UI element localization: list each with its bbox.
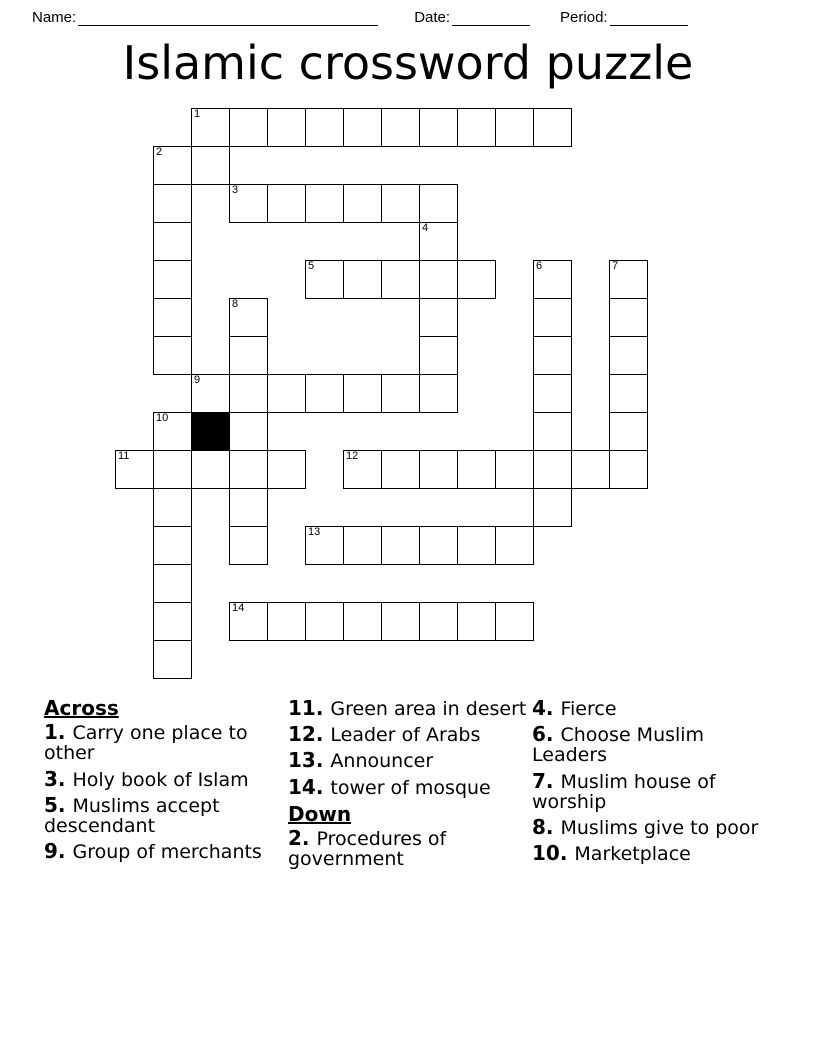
grid-cell-number: 8 xyxy=(232,298,239,310)
grid-cell[interactable] xyxy=(457,602,496,641)
clue-item xyxy=(288,750,528,771)
clue-text: Leader of Arabs xyxy=(330,724,481,747)
grid-cell[interactable] xyxy=(115,450,154,489)
clue-item xyxy=(532,698,782,719)
grid-cell[interactable] xyxy=(419,184,458,223)
clue-text: Announcer xyxy=(330,750,434,773)
grid-cell-number: 5 xyxy=(308,260,315,272)
page-title: Islamic crossword puzzle xyxy=(122,36,694,90)
grid-cell[interactable] xyxy=(267,374,306,413)
grid-cell[interactable] xyxy=(381,260,420,299)
name-label: Name: xyxy=(32,9,77,26)
grid-cell[interactable] xyxy=(305,184,344,223)
grid-cell[interactable] xyxy=(457,260,496,299)
clue-text: Carry one place to other xyxy=(44,722,248,765)
grid-cell[interactable] xyxy=(343,526,382,565)
grid-cell[interactable] xyxy=(343,450,382,489)
grid-cell[interactable] xyxy=(533,450,572,489)
grid-cell[interactable] xyxy=(229,450,268,489)
grid-cell[interactable] xyxy=(343,260,382,299)
clue-number: 12. xyxy=(288,722,331,747)
grid-cell[interactable] xyxy=(533,336,572,375)
grid-cell[interactable] xyxy=(153,488,192,527)
grid-cell[interactable] xyxy=(533,108,572,147)
grid-cell[interactable] xyxy=(495,602,534,641)
grid-cell[interactable] xyxy=(267,184,306,223)
grid-cell-number: 4 xyxy=(422,222,429,234)
clue-number: 9. xyxy=(44,839,73,863)
grid-cell[interactable] xyxy=(419,374,458,413)
grid-cell[interactable] xyxy=(457,526,496,565)
grid-cell[interactable] xyxy=(457,450,496,489)
grid-cell[interactable] xyxy=(609,260,648,299)
worksheet-header xyxy=(0,0,816,26)
grid-cell-blocked xyxy=(191,412,230,451)
clue-text: Muslims accept descendant xyxy=(44,794,220,837)
grid-cell-number: 11 xyxy=(118,450,130,462)
grid-cell[interactable] xyxy=(267,450,306,489)
grid-cell[interactable] xyxy=(343,374,382,413)
grid-cell[interactable] xyxy=(191,374,230,413)
grid-cell[interactable] xyxy=(533,374,572,413)
clue-number: 4. xyxy=(532,696,561,720)
grid-cell[interactable] xyxy=(571,450,610,489)
grid-cell[interactable] xyxy=(229,336,268,375)
grid-cell[interactable] xyxy=(153,564,192,603)
grid-cell[interactable] xyxy=(533,298,572,337)
period-input-blank[interactable] xyxy=(610,12,688,26)
clue-number: 11. xyxy=(288,696,331,720)
clue-number: 8. xyxy=(532,814,561,839)
period-field-group xyxy=(560,9,688,26)
grid-cell[interactable] xyxy=(153,260,192,299)
grid-cell[interactable] xyxy=(533,488,572,527)
grid-cell[interactable] xyxy=(267,602,306,641)
grid-cell[interactable] xyxy=(305,602,344,641)
clues-section xyxy=(44,698,784,958)
grid-cell[interactable] xyxy=(495,526,534,565)
grid-cell[interactable] xyxy=(153,336,192,375)
grid-cell-number: 2 xyxy=(156,146,163,158)
clues-column-3 xyxy=(532,698,782,869)
clue-text: tower of mosque xyxy=(330,776,491,799)
clue-text: Fierce xyxy=(560,698,617,720)
clue-number: 1. xyxy=(44,720,73,745)
grid-cell[interactable] xyxy=(191,146,230,185)
grid-cell[interactable] xyxy=(191,450,230,489)
grid-cell-number: 3 xyxy=(232,184,239,196)
clue-item xyxy=(44,841,274,862)
grid-cell[interactable] xyxy=(381,184,420,223)
date-label: Date: xyxy=(414,9,451,26)
grid-cell[interactable] xyxy=(343,602,382,641)
grid-cell[interactable] xyxy=(533,260,572,299)
clue-item xyxy=(288,724,528,745)
grid-cell-number: 12 xyxy=(346,450,359,462)
grid-cell[interactable] xyxy=(381,602,420,641)
clue-number: 2. xyxy=(288,825,317,850)
grid-cell[interactable] xyxy=(381,526,420,565)
grid-cell[interactable] xyxy=(343,184,382,223)
grid-cell[interactable] xyxy=(609,298,648,337)
grid-cell[interactable] xyxy=(229,108,268,147)
grid-cell-number: 14 xyxy=(232,602,245,614)
grid-cell[interactable] xyxy=(153,640,192,679)
grid-cell-number: 13 xyxy=(308,526,321,538)
grid-cell[interactable] xyxy=(153,146,192,185)
clue-number: 3. xyxy=(44,766,73,791)
grid-cell[interactable] xyxy=(381,108,420,147)
grid-cell[interactable] xyxy=(191,108,230,147)
clue-item xyxy=(532,843,782,864)
grid-cell-number: 1 xyxy=(194,108,201,120)
grid-cell-number: 10 xyxy=(156,412,169,424)
clue-item xyxy=(532,814,782,839)
grid-cell[interactable] xyxy=(419,336,458,375)
grid-cell[interactable] xyxy=(153,184,192,223)
clue-item xyxy=(44,766,274,791)
grid-cell[interactable] xyxy=(419,222,458,261)
grid-cell[interactable] xyxy=(229,488,268,527)
clue-text: Procedures of government xyxy=(288,827,447,871)
down-heading: Down xyxy=(288,801,352,826)
grid-cell[interactable] xyxy=(153,222,192,261)
grid-cell[interactable] xyxy=(609,374,648,413)
clue-number: 5. xyxy=(44,792,73,817)
grid-cell[interactable] xyxy=(609,336,648,375)
grid-cell[interactable] xyxy=(419,602,458,641)
grid-cell[interactable] xyxy=(419,298,458,337)
grid-cell[interactable] xyxy=(419,450,458,489)
clue-item xyxy=(44,792,274,837)
grid-cell[interactable] xyxy=(457,108,496,147)
grid-cell[interactable] xyxy=(305,374,344,413)
clue-text: Choose Muslim Leaders xyxy=(532,724,705,767)
grid-cell[interactable] xyxy=(533,412,572,451)
date-input-blank[interactable] xyxy=(452,12,530,26)
grid-cell[interactable] xyxy=(419,260,458,299)
grid-cell[interactable] xyxy=(381,450,420,489)
clue-number: 13. xyxy=(288,748,331,773)
grid-cell[interactable] xyxy=(229,602,268,641)
clue-item xyxy=(288,698,528,719)
grid-cell[interactable] xyxy=(343,108,382,147)
grid-cell[interactable] xyxy=(153,526,192,565)
grid-cell[interactable] xyxy=(229,374,268,413)
clue-number: 10. xyxy=(532,841,575,865)
name-field-group xyxy=(32,9,378,26)
clue-number: 6. xyxy=(532,722,561,747)
grid-cell[interactable] xyxy=(381,374,420,413)
clue-text: Holy book of Islam xyxy=(72,768,249,791)
grid-cell[interactable] xyxy=(495,108,534,147)
clue-text: Group of merchants xyxy=(72,841,262,863)
clues-column-2 xyxy=(288,698,528,874)
grid-cell[interactable] xyxy=(609,412,648,451)
grid-cell[interactable] xyxy=(153,450,192,489)
clue-item xyxy=(288,825,528,871)
grid-cell-number: 9 xyxy=(194,374,201,386)
grid-cell[interactable] xyxy=(153,412,192,451)
grid-cell[interactable] xyxy=(305,526,344,565)
grid-cell-number: 7 xyxy=(612,260,619,272)
grid-cell[interactable] xyxy=(153,602,192,641)
clue-text: Muslims give to poor xyxy=(560,816,759,839)
clue-text: Muslim house of worship xyxy=(532,770,716,813)
grid-cell[interactable] xyxy=(305,108,344,147)
grid-cell[interactable] xyxy=(609,450,648,489)
grid-cell[interactable] xyxy=(153,298,192,337)
across-heading: Across xyxy=(44,696,119,720)
grid-cell[interactable] xyxy=(305,260,344,299)
clue-item xyxy=(44,722,274,763)
grid-cell[interactable] xyxy=(419,108,458,147)
clue-item xyxy=(532,724,782,765)
grid-cell[interactable] xyxy=(229,526,268,565)
clue-item xyxy=(288,774,528,799)
grid-cell[interactable] xyxy=(267,108,306,147)
period-label: Period: xyxy=(560,9,608,26)
clue-text: Marketplace xyxy=(574,843,691,865)
grid-cell-number: 6 xyxy=(536,260,543,272)
clue-item xyxy=(532,768,782,813)
grid-cell[interactable] xyxy=(229,298,268,337)
name-input-blank[interactable] xyxy=(78,12,378,26)
clue-number: 7. xyxy=(532,768,561,793)
grid-cell[interactable] xyxy=(495,450,534,489)
crossword-grid[interactable] xyxy=(0,108,816,698)
clue-number: 14. xyxy=(288,774,331,799)
grid-cell[interactable] xyxy=(229,184,268,223)
clue-text: Green area in desert xyxy=(330,698,527,720)
clues-column-1 xyxy=(44,698,274,867)
date-field-group xyxy=(414,9,530,26)
grid-cell[interactable] xyxy=(419,526,458,565)
grid-cell[interactable] xyxy=(229,412,268,451)
